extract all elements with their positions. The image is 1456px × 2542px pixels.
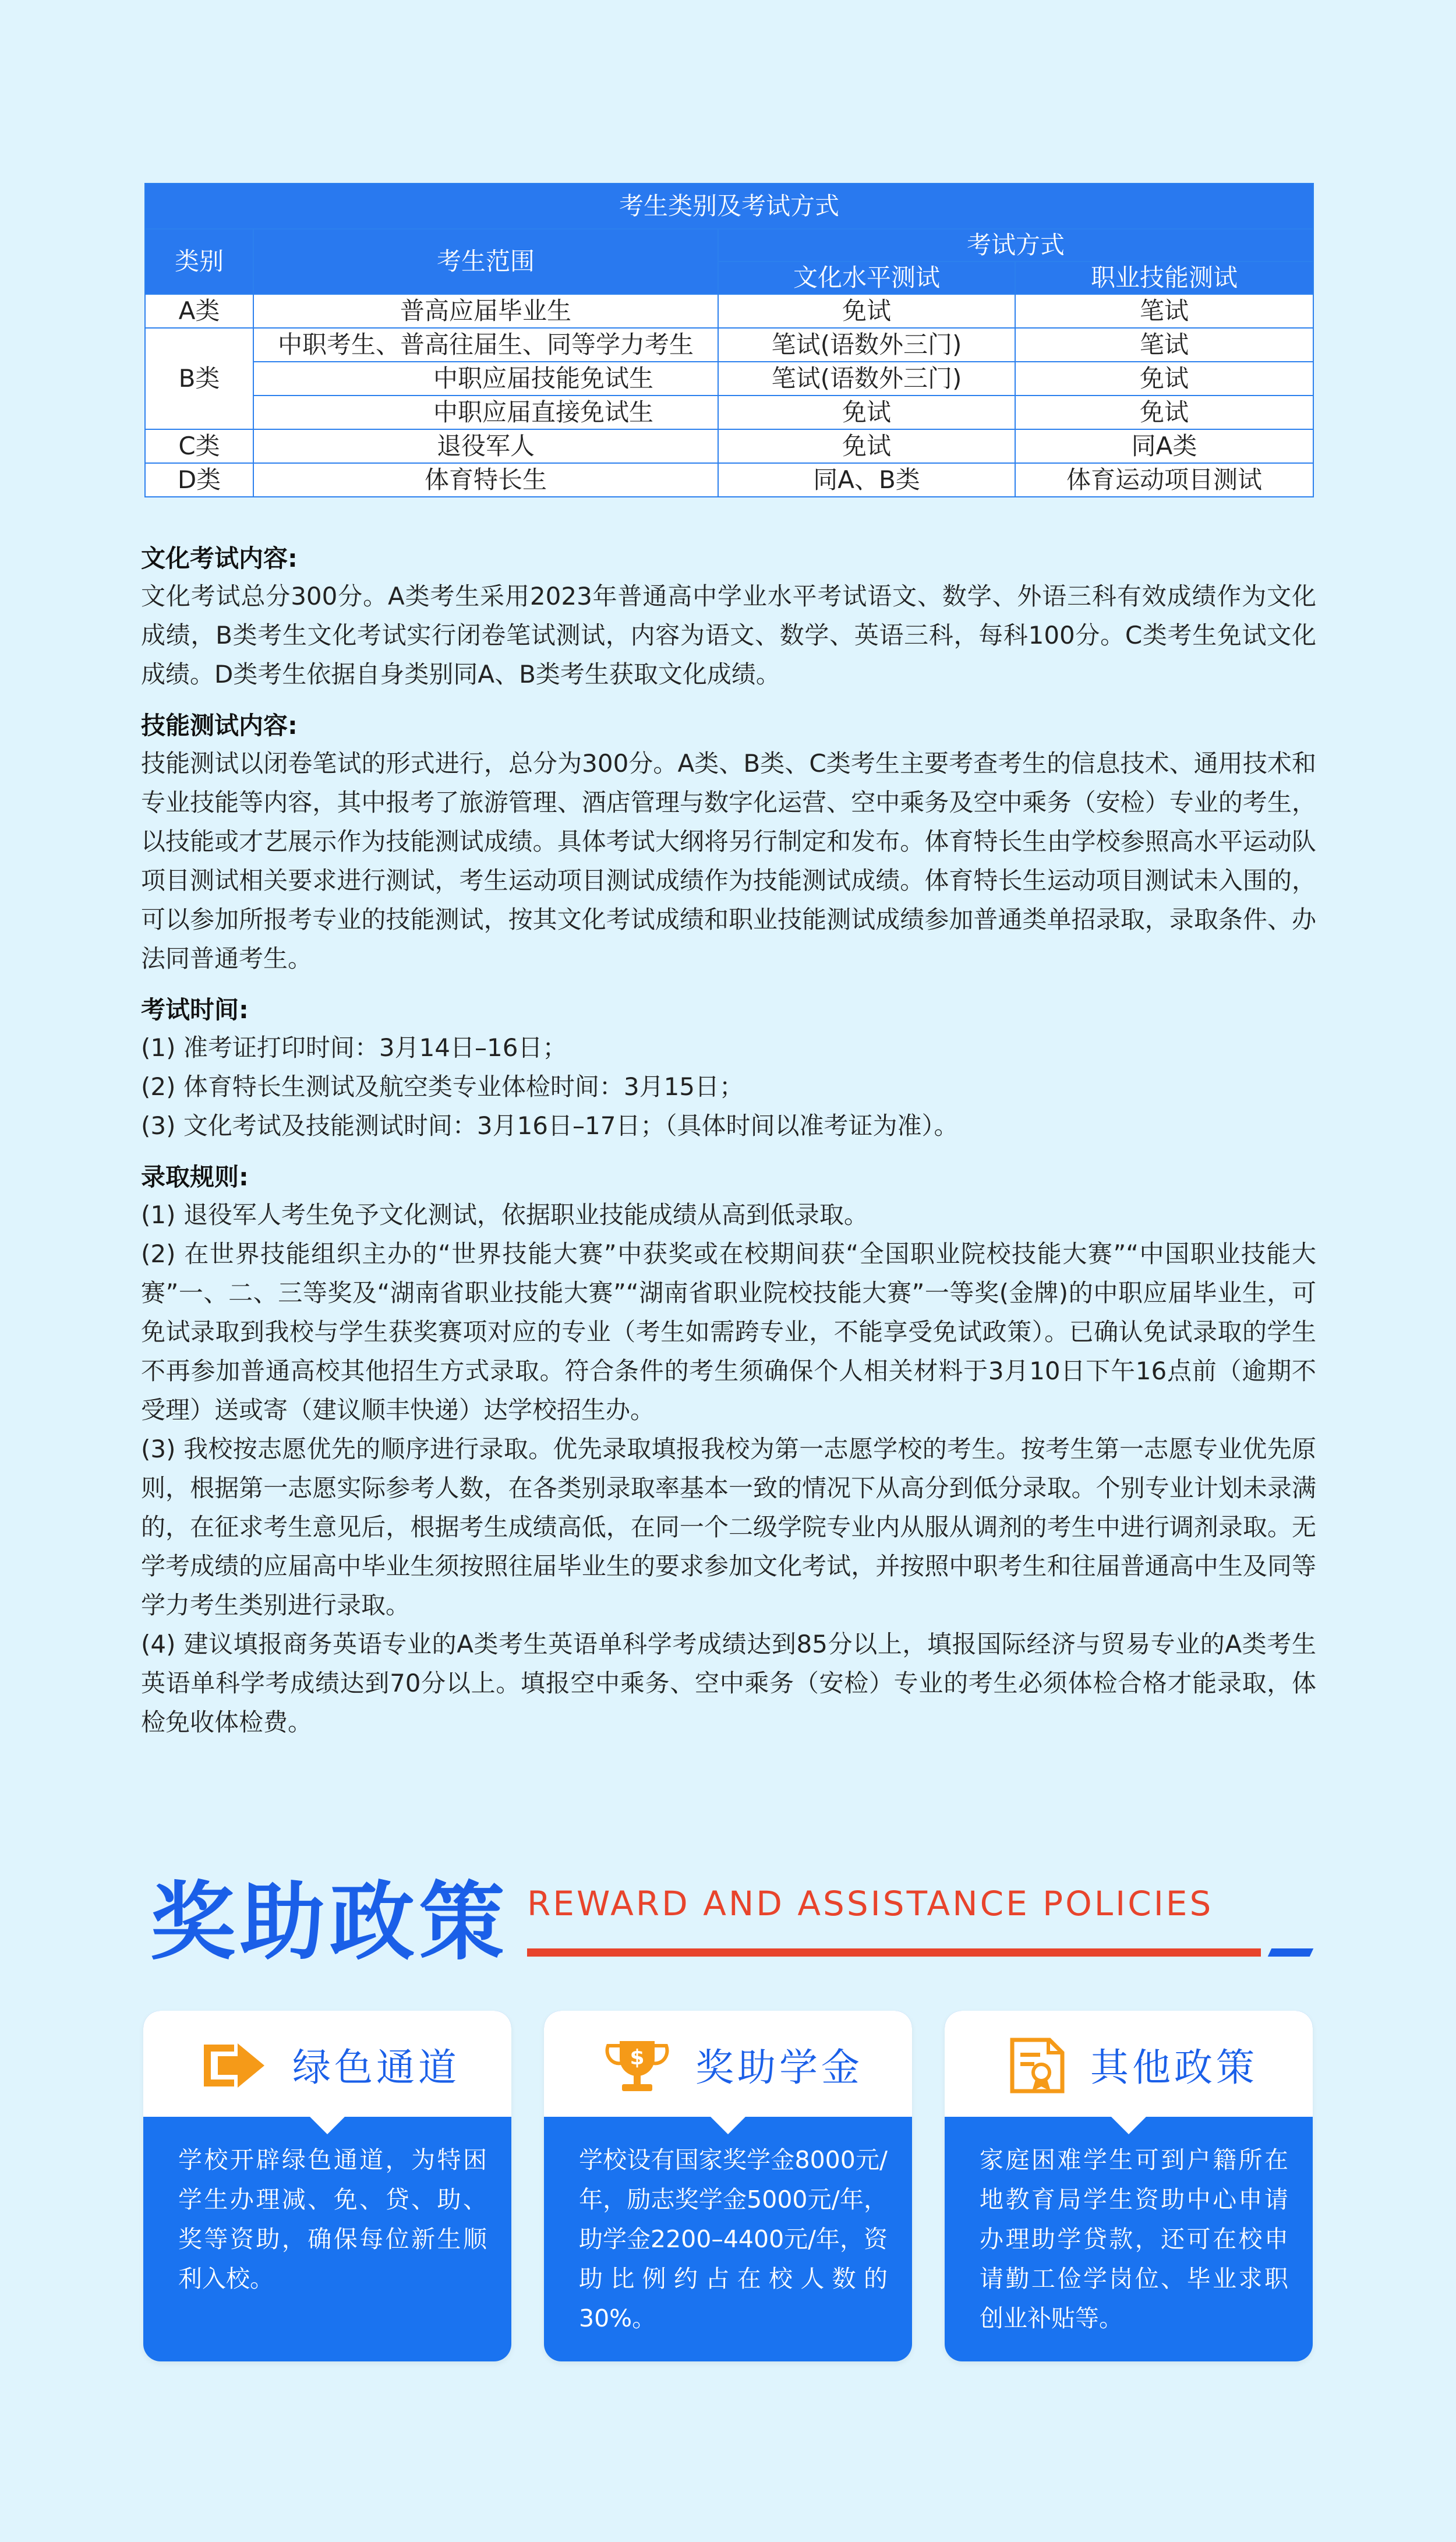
cell-skill: 免试 (1015, 396, 1313, 429)
header-scope: 考生范围 (253, 229, 718, 294)
section-paragraph: (3) 文化考试及技能测试时间：3月16日–17日；（具体时间以准考证为准）。 (141, 1111, 959, 1140)
header-skill-test: 职业技能测试 (1015, 262, 1313, 294)
card-label: 奖助学金 (695, 2045, 863, 2090)
table-row (145, 328, 1313, 362)
section-paragraph: (4) 建议填报商务英语专业的A类考生英语单科学考成绩达到85分以上，填报国际经济与贸易专业的A类考生英语单科学考成绩达到70分以上。填报空中乘务、空中乘务（安检）专业的考生必须体检合格才能录取，体检免收体检费。 (141, 1630, 1316, 1736)
cell-scope: 退役军人 (253, 429, 718, 463)
section-heading: 技能测试内容: (141, 711, 298, 740)
section-skill-test (141, 708, 1316, 978)
header-exam-method: 考试方式 (718, 229, 1313, 262)
cell-culture: 免试 (718, 294, 1015, 328)
section-paragraph: (1) 退役军人考生免予文化测试，依据职业技能成绩从高到低录取。 (141, 1201, 868, 1229)
section-culture-exam (141, 541, 1316, 694)
cell-scope: 普高应届毕业生 (253, 294, 718, 328)
exam-category-table (144, 183, 1314, 497)
section-heading: 考试时间: (141, 995, 249, 1024)
arrow-right-icon (198, 2036, 268, 2095)
cell-scope: 中职应届直接免试生 (253, 396, 718, 429)
card-header (544, 2011, 912, 2117)
section-paragraph: (3) 我校按志愿优先的顺序进行录取。优先录取填报我校为第一志愿学校的考生。按考生第一志愿专业优先原则，根据第一志愿实际参考人数，在各类别录取率基本一致的情况下从高分到低分录取。个别专业计划未录满的，在征求考生意见后，根据考生成绩高低，在同一个二级学院专业内从服从调剂的考生中进行调剂录取。无学考成绩的应届高中毕业生须按照往届毕业生的要求参加文化考试，并按照中职考生和往届普通高中生及同等学力考生类别进行录取。 (141, 1435, 1316, 1619)
card-other-policies (945, 2011, 1313, 2361)
section-exam-time (141, 992, 1316, 1145)
table-title: 考生类别及考试方式 (145, 183, 1313, 229)
card-label: 其他政策 (1090, 2045, 1258, 2090)
certificate-icon (1002, 2036, 1072, 2095)
cell-culture: 免试 (718, 429, 1015, 463)
card-scholarship (544, 2011, 912, 2361)
policy-sections (141, 541, 1316, 1756)
cell-scope: 中职考生、普高往届生、同等学力考生 (253, 328, 718, 362)
cell-scope: 中职应届技能免试生 (253, 362, 718, 396)
section-heading: 录取规则: (141, 1163, 249, 1191)
reward-subtitle: REWARD AND ASSISTANCE POLICIES (527, 1884, 1214, 1923)
cell-skill: 笔试 (1015, 294, 1313, 328)
cell-skill: 笔试 (1015, 328, 1313, 362)
reward-divider-red (527, 1948, 1261, 1957)
section-paragraph: (2) 在世界技能组织主办的“世界技能大赛”中获奖或在校期间获“全国职业院校技能大赛”“中国职业技能大赛”一、二、三等奖及“湖南省职业技能大赛”“湖南省职业院校技能大赛”一等奖(金牌)的中职应届毕业生，可免试录取到我校与学生获奖赛项对应的专业（考生如需跨专业，不能享受免试政策）。已确认免试录取的学生不再参加普通高校其他招生方式录取。符合条件的考生须确保个人相关材料于3月10日下午16点前（逾期不受理）送或寄（建议顺丰快递）达学校招生办。 (141, 1240, 1316, 1424)
section-admission-rules (141, 1159, 1316, 1742)
header-culture-test: 文化水平测试 (718, 262, 1015, 294)
cell-skill: 同A类 (1015, 429, 1313, 463)
table-row (145, 429, 1313, 463)
header-category: 类别 (145, 229, 253, 294)
card-body: 家庭困难学生可到户籍所在地教育局学生资助中心申请办理助学贷款，还可在校申请勤工俭学岗位、毕业求职创业补贴等。 (980, 2146, 1288, 2332)
section-paragraph: 文化考试总分300分。A类考生采用2023年普通高中学业水平考试语文、数学、外语三科有效成绩作为文化成绩，B类考生文化考试实行闭卷笔试测试，内容为语文、数学、英语三科，每科100分。C类考生免试文化成绩。D类考生依据自身类别同A、B类考生获取文化成绩。 (141, 582, 1316, 689)
table-row (145, 396, 1313, 429)
cell-culture: 笔试(语数外三门) (718, 362, 1015, 396)
table-row (145, 362, 1313, 396)
cell-category: B类 (145, 328, 253, 429)
section-paragraph: (1) 准考证打印时间：3月14日–16日； (141, 1033, 567, 1062)
trophy-dollar-icon (602, 2036, 672, 2095)
cell-category: A类 (145, 294, 253, 328)
card-header (945, 2011, 1313, 2117)
section-heading: 文化考试内容: (141, 544, 298, 573)
card-label: 绿色通道 (292, 2045, 460, 2090)
reward-title: 奖助政策 (150, 1873, 509, 1972)
cell-skill: 体育运动项目测试 (1015, 463, 1313, 497)
cell-category: D类 (145, 463, 253, 497)
cell-skill: 免试 (1015, 362, 1313, 396)
card-green-channel (143, 2011, 511, 2361)
svg-text:$: $ (630, 2046, 645, 2070)
cell-scope: 体育特长生 (253, 463, 718, 497)
table-row (145, 294, 1313, 328)
card-header (143, 2011, 511, 2117)
card-body: 学校开辟绿色通道，为特困学生办理减、免、贷、助、奖等资助，确保每位新生顺利入校。 (178, 2146, 487, 2293)
cell-category: C类 (145, 429, 253, 463)
card-body: 学校设有国家奖学金8000元/年，励志奖学金5000元/年，助学金2200–4400元/年，资助比例约占在校人数的30%。 (579, 2146, 888, 2332)
table-row (145, 463, 1313, 497)
cell-culture: 免试 (718, 396, 1015, 429)
cell-culture: 笔试(语数外三门) (718, 328, 1015, 362)
cell-culture: 同A、B类 (718, 463, 1015, 497)
section-paragraph: (2) 体育特长生测试及航空类专业体检时间：3月15日； (141, 1072, 744, 1101)
section-paragraph: 技能测试以闭卷笔试的形式进行，总分为300分。A类、B类、C类考生主要考查考生的信息技术、通用技术和专业技能等内容，其中报考了旅游管理、酒店管理与数字化运营、空中乘务及空中乘务（安检）专业的考生，以技能或才艺展示作为技能测试成绩。具体考试大纲将另行制定和发布。体育特长生由学校参照高水平运动队项目测试相关要求进行测试，考生运动项目测试成绩作为技能测试成绩。体育特长生运动项目测试未入围的，可以参加所报考专业的技能测试，按其文化考试成绩和职业技能测试成绩参加普通类单招录取，录取条件、办法同普通考生。 (141, 749, 1316, 973)
reward-divider-blue (1268, 1948, 1314, 1957)
